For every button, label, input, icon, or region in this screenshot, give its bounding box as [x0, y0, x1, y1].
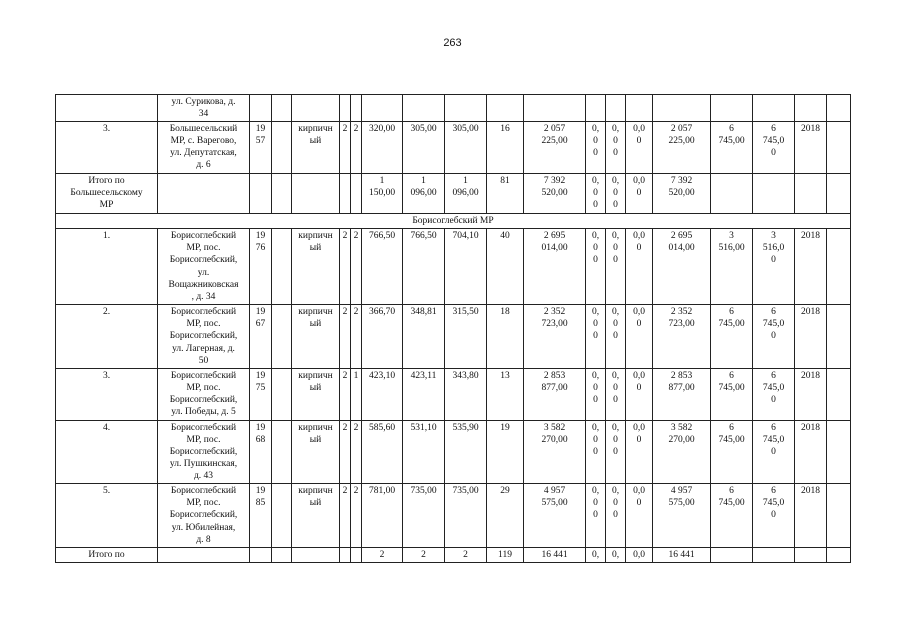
table-cell: 19 [487, 420, 524, 483]
table-cell: 2018 [795, 229, 827, 305]
table-cell [827, 122, 851, 174]
table-cell [340, 174, 351, 214]
table-cell: 0, [606, 548, 626, 563]
table-cell [292, 174, 340, 214]
table-cell [250, 174, 272, 214]
table-cell [827, 548, 851, 563]
table-cell: 4 957 575,00 [653, 484, 711, 548]
table-cell: 0,0 0 [626, 229, 653, 305]
table-cell [653, 95, 711, 122]
table-cell [753, 95, 795, 122]
table-cell: 1 150,00 [362, 174, 403, 214]
table-cell [827, 305, 851, 368]
table-row [56, 122, 851, 174]
table-cell: 16 441 [653, 548, 711, 563]
table-cell [340, 548, 351, 563]
table-cell [827, 174, 851, 214]
table-cell: 305,00 [403, 122, 445, 174]
table-cell: кирпичн ый [292, 420, 340, 483]
table-cell: 81 [487, 174, 524, 214]
table-row [56, 174, 851, 214]
table-cell: 3 582 270,00 [653, 420, 711, 483]
table-cell [827, 368, 851, 420]
table-cell: 2 853 877,00 [524, 368, 586, 420]
table-cell: 531,10 [403, 420, 445, 483]
table-cell: 2018 [795, 368, 827, 420]
table-cell: 348,81 [403, 305, 445, 368]
address-cell: Борисоглебский МР, пос. Борисоглебский, ул. Лагерная, д. 50 [158, 305, 250, 368]
table-cell: 423,11 [403, 368, 445, 420]
address-cell: ул. Сурикова, д. 34 [158, 95, 250, 122]
table-cell: 0,0 0 [626, 484, 653, 548]
table-cell: 6 745,0 0 [753, 122, 795, 174]
table-cell [795, 548, 827, 563]
table-cell: 0, 0 0 [586, 174, 606, 214]
table-cell: 0,0 0 [626, 420, 653, 483]
table-cell: 13 [487, 368, 524, 420]
table-cell [351, 95, 362, 122]
table-cell: 19 57 [250, 122, 272, 174]
table-cell: 0,0 0 [626, 305, 653, 368]
table-row [56, 305, 851, 368]
address-cell: Борисоглебский МР, пос. Борисоглебский, ул. Юбилейная, д. 8 [158, 484, 250, 548]
table-cell [606, 95, 626, 122]
table-cell [362, 95, 403, 122]
table-cell [795, 95, 827, 122]
row-number-cell: 3. [56, 122, 158, 174]
table-cell: 0, 0 0 [606, 174, 626, 214]
section-header-row [56, 214, 851, 229]
table-cell [272, 305, 292, 368]
table-cell: 3 516,0 0 [753, 229, 795, 305]
table-cell [272, 420, 292, 483]
table-cell: 6 745,00 [711, 122, 753, 174]
table-cell: 3 516,00 [711, 229, 753, 305]
address-cell: Борисоглебский МР, пос. Борисоглебский, ул. Пушкинская, д. 43 [158, 420, 250, 483]
table-cell: 4 957 575,00 [524, 484, 586, 548]
table-cell [403, 95, 445, 122]
row-number-cell: 4. [56, 420, 158, 483]
table-cell: 2018 [795, 122, 827, 174]
table-cell: 16 [487, 122, 524, 174]
table-cell: 2 [340, 305, 351, 368]
table-cell: 320,00 [362, 122, 403, 174]
table-cell [292, 548, 340, 563]
row-number-cell [56, 95, 158, 122]
table-cell [445, 95, 487, 122]
table-cell: 585,60 [362, 420, 403, 483]
page-number: 263 [443, 37, 462, 49]
housing-register-table [55, 94, 851, 563]
table-cell: 2 [340, 484, 351, 548]
table-cell: 2 [351, 484, 362, 548]
table-cell: 6 745,00 [711, 484, 753, 548]
table-cell [827, 95, 851, 122]
table-cell: 6 745,00 [711, 420, 753, 483]
table-cell: 6 745,00 [711, 368, 753, 420]
table-cell [711, 174, 753, 214]
table-cell: 1 [351, 368, 362, 420]
table-cell: 781,00 [362, 484, 403, 548]
table-cell: 766,50 [403, 229, 445, 305]
table-cell: 2 853 877,00 [653, 368, 711, 420]
row-number-cell: 5. [56, 484, 158, 548]
table-cell: 16 441 [524, 548, 586, 563]
table-cell: 2 695 014,00 [524, 229, 586, 305]
table-row [56, 368, 851, 420]
table-cell [487, 95, 524, 122]
row-number-cell: Итого по Большесельскому МР [56, 174, 158, 214]
address-cell [158, 548, 250, 563]
row-number-cell: Итого по [56, 548, 158, 563]
table-cell [272, 229, 292, 305]
table-cell: 19 76 [250, 229, 272, 305]
table-cell [827, 484, 851, 548]
table-cell: 2018 [795, 420, 827, 483]
address-cell: Борисоглебский МР, пос. Борисоглебский, ул. Вощажниковская , д. 34 [158, 229, 250, 305]
table-cell: 2 [362, 548, 403, 563]
table-cell [340, 95, 351, 122]
table-cell: 305,00 [445, 122, 487, 174]
table-cell: 0, 0 0 [586, 122, 606, 174]
table-cell [524, 95, 586, 122]
table-cell: 7 392 520,00 [653, 174, 711, 214]
table-cell [250, 548, 272, 563]
address-cell: Большесельский МР, с. Варегово, ул. Депутатская, д. 6 [158, 122, 250, 174]
table-cell: 423,10 [362, 368, 403, 420]
table-cell: 0,0 0 [626, 174, 653, 214]
table-cell: 0, 0 0 [586, 305, 606, 368]
table-cell: 0, 0 0 [606, 229, 626, 305]
table-cell [292, 95, 340, 122]
table-cell: 1 096,00 [403, 174, 445, 214]
table-cell: 2 [340, 420, 351, 483]
table-cell: 2 057 225,00 [524, 122, 586, 174]
table-cell: 2 [351, 122, 362, 174]
table-cell: 19 68 [250, 420, 272, 483]
table-cell: 343,80 [445, 368, 487, 420]
table-cell [272, 484, 292, 548]
table-cell: 19 67 [250, 305, 272, 368]
table-cell: 2 [340, 229, 351, 305]
table-cell: 0,0 [626, 548, 653, 563]
table-cell [272, 368, 292, 420]
row-number-cell: 3. [56, 368, 158, 420]
table-cell: 6 745,00 [711, 305, 753, 368]
table-cell: 315,50 [445, 305, 487, 368]
table-cell [626, 95, 653, 122]
table-cell: 0, 0 0 [586, 368, 606, 420]
table-cell: 2 [351, 229, 362, 305]
table-cell [586, 95, 606, 122]
table-cell: 0, 0 0 [606, 305, 626, 368]
table-cell: 6 745,0 0 [753, 484, 795, 548]
table-cell: 735,00 [445, 484, 487, 548]
table-cell [272, 174, 292, 214]
table-cell: 29 [487, 484, 524, 548]
table-cell [250, 95, 272, 122]
table-cell: 18 [487, 305, 524, 368]
table-cell: 19 75 [250, 368, 272, 420]
table-cell: 2018 [795, 484, 827, 548]
table-row [56, 95, 851, 122]
table-row [56, 548, 851, 563]
table-cell: 2 [351, 305, 362, 368]
table-cell [795, 174, 827, 214]
table-cell: 0,0 0 [626, 122, 653, 174]
table-cell: 735,00 [403, 484, 445, 548]
table-cell [711, 95, 753, 122]
row-number-cell: 1. [56, 229, 158, 305]
table-cell: 0, 0 0 [586, 229, 606, 305]
table-cell: 0, 0 0 [606, 368, 626, 420]
table-cell: 0, 0 0 [606, 420, 626, 483]
table-cell: кирпичн ый [292, 368, 340, 420]
table-row [56, 420, 851, 483]
table-cell: кирпичн ый [292, 229, 340, 305]
table-cell: 19 85 [250, 484, 272, 548]
table-cell: 2 057 225,00 [653, 122, 711, 174]
table-cell: 2 352 723,00 [524, 305, 586, 368]
table-cell [711, 548, 753, 563]
table-row [56, 229, 851, 305]
table-cell [827, 420, 851, 483]
table-cell: 0, 0 0 [586, 420, 606, 483]
table-cell: 2 352 723,00 [653, 305, 711, 368]
table-cell [272, 122, 292, 174]
address-cell: Борисоглебский МР, пос. Борисоглебский, ул. Победы, д. 5 [158, 368, 250, 420]
table-cell [351, 174, 362, 214]
table-cell [753, 174, 795, 214]
table-cell: 119 [487, 548, 524, 563]
table-cell [272, 548, 292, 563]
table-cell: 2 695 014,00 [653, 229, 711, 305]
row-number-cell: 2. [56, 305, 158, 368]
table-cell: 2 [340, 122, 351, 174]
table-cell: 0, [586, 548, 606, 563]
table-cell: 704,10 [445, 229, 487, 305]
table-cell: кирпичн ый [292, 305, 340, 368]
table-cell [272, 95, 292, 122]
table-cell [827, 229, 851, 305]
table-cell: 40 [487, 229, 524, 305]
table-cell: 0, 0 0 [606, 484, 626, 548]
table-cell: 6 745,0 0 [753, 305, 795, 368]
table-cell: 366,70 [362, 305, 403, 368]
table-row [56, 484, 851, 548]
table-cell: 2 [445, 548, 487, 563]
table-cell: 0, 0 0 [606, 122, 626, 174]
table-cell: 0,0 0 [626, 368, 653, 420]
table-cell: кирпичн ый [292, 484, 340, 548]
section-title: Борисоглебский МР [56, 214, 851, 229]
table-cell: 2 [351, 420, 362, 483]
table-cell: 6 745,0 0 [753, 368, 795, 420]
table-cell: 2018 [795, 305, 827, 368]
table-cell: 766,50 [362, 229, 403, 305]
table-cell: 1 096,00 [445, 174, 487, 214]
table-cell [351, 548, 362, 563]
table-cell: 3 582 270,00 [524, 420, 586, 483]
table-cell: 7 392 520,00 [524, 174, 586, 214]
table-cell: 2 [340, 368, 351, 420]
address-cell [158, 174, 250, 214]
table-cell: 2 [403, 548, 445, 563]
table-cell: 0, 0 0 [586, 484, 606, 548]
table-cell: 6 745,0 0 [753, 420, 795, 483]
table-cell: 535,90 [445, 420, 487, 483]
table-cell [753, 548, 795, 563]
table-cell: кирпичн ый [292, 122, 340, 174]
